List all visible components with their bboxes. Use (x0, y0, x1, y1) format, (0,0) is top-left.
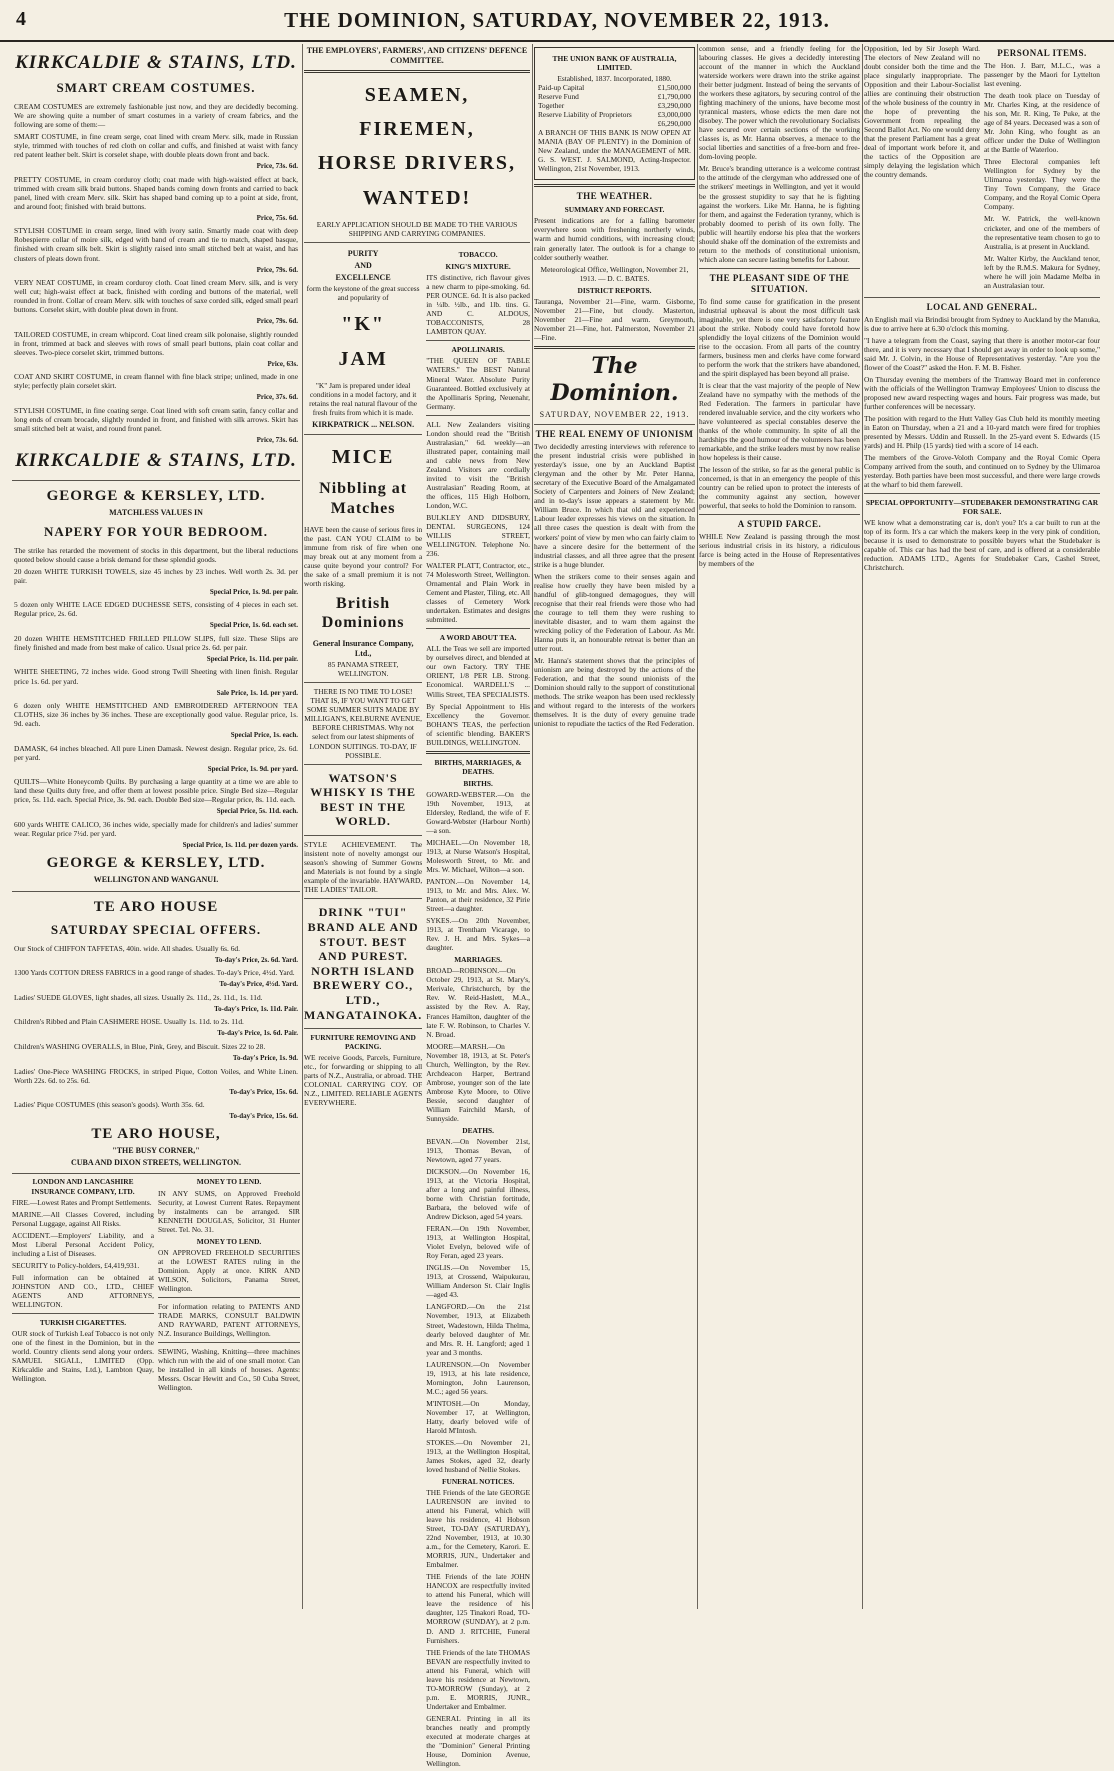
death-notice: M'INTOSH.—On Monday, November 17, at Wellington, Hatty, dearly beloved wife of Harold M'Intosh. (426, 1398, 530, 1435)
local-title: LOCAL AND GENERAL. (926, 301, 1038, 312)
personal-title: PERSONAL ITEMS. (997, 48, 1087, 58)
divider (12, 1313, 154, 1314)
te-aro-item: Ladies' SUEDE GLOVES, light shades, all sizes. Usually 2s. 11d., 2s. 11d., 1s. 11d. To-day's Price, 1s. 11d. Pair. (14, 992, 298, 1013)
local-para: An English mail via Brindisi brought from Sydney to Auckland by the Manuka, is due to arrive here at 6.30 o'clock this morning. (864, 314, 1100, 333)
editorial-para: Mr. Hanna's statement shows that the principles of unionism are being destroyed by the actions of the Federation, and that the sound unionists of the Dominion should rally to the support of constitutional methods. The strike weapon has been used recklessly and without regard to the interests of the workers themselves. It is the duty of every genuine trade unionist to repudiate the tactics of the Red Federation. (534, 655, 695, 729)
local-para: The members of the Grove-Voloth Company and the Royal Comic Opera Company arrived from the south, and continued on to Sydney by the Ulimaroa yesterday. Both parties have been most successful, and there were large crowds at the wharf to bid them farewell. (864, 453, 1100, 490)
te-aro-item: Our Stock of CHIFFON TAFFETAS, 40in. wide. All shades. Usually 6s. 6d. To-day's Price, 2s. 6d. Yard. (14, 943, 298, 964)
committee-title: THE EMPLOYERS', FARMERS', AND CITIZENS' DEFENCE COMMITTEE. (306, 46, 528, 65)
divider (426, 340, 530, 341)
special-text: WE know what a demonstrating car is, don't you? It's a car built to run at the top of its form. It's a car which the makers keep in the very pink of condition, because it is used to demonstrate to possible buyers what the Studebaker is capable of. This car has had the best of care, and is offered at a considerable reduction. ADAMS LTD., Agents for Studebaker Cars, Cashel Street, Christchurch. (864, 518, 1100, 573)
bank-row: Reserve Fund £1,790,000 (538, 92, 691, 102)
money-title: MONEY TO LEND. (196, 1177, 262, 1187)
local-para: On Thursday evening the members of the Tramway Board met in conference with the officials of the Wellington Tramway Employees' Union to discuss the proposed new award respecting wages and hours. Fair progress was made, but further conferences will be necessary. (864, 374, 1100, 411)
costume-item: STYLISH COSTUME in cream serge, lined with ivory satin. Smartly made coat with deep Robespierre collar of moire silk, edged with band of cream and tie to match, shaped basque, finished with cream silk belt. Skirt is slightly raised into small stitched belt at waist, and has clusters of pleats down front. Price, 79s. 6d. (14, 226, 298, 274)
divider (158, 1297, 300, 1298)
mice-heading: Nibbling at Matches (319, 480, 408, 517)
divider (426, 415, 530, 416)
george-kersley-advert (12, 481, 300, 892)
divider (304, 434, 422, 435)
te-aro-item: Ladies' Pique COSTUMES (this season's goods). Worth 35s. 6d. To-day's Price, 15s. 6d. (14, 1100, 298, 1121)
kirkcaldie-brand: KIRKCALDIE & STAINS, LTD. (15, 52, 297, 73)
costume-item: PRETTY COSTUME, in cream corduroy cloth; coat made with high-waisted effect at back, trimmed with cream silk braid buttons. Shaped bands coming down fronts and carried to back panel, lined with cream Merv. silk. Skirt has shaped band coming up to a point at side, front, and around foot; finished with braid buttons. Price, 75s. 6d. (14, 174, 298, 222)
appointment-advert: By Special Appointment to His Excellency the Governor. BOHAN'S TEAS, the perfection of scientific blending. BAKER'S BUILDINGS, WELLINGTON. (426, 701, 530, 747)
gk-list (14, 567, 298, 850)
funeral-notice: THE Friends of the late GEORGE LAURENSON are invited to attend his Funeral, which will leave his residence, 41 Hobson Street, TO-DAY (SATURDAY), 22nd November, 1913, at 10.30 a.m., for the Cemetery, Karori. E. MORRIS, JUN., Undertaker and Embalmer. (426, 1488, 530, 1570)
births-title: BIRTHS, MARRIAGES, & DEATHS. (434, 757, 522, 776)
money-adverts (158, 1174, 300, 1395)
funeral-notice: THE Friends of the late JOHN HANCOX are respectfully invited to attend his Funeral, which will leave the residence of his daughter, 125 Tinakori Road, TO-MORROW (SUNDAY), at 2 p.m. D. AND J. RITCHIE, Funeral Furnishers. (426, 1572, 530, 1645)
divider (864, 493, 1100, 494)
bank-title: THE UNION BANK OF AUSTRALIA, LIMITED. (552, 54, 677, 73)
gk-sub: MATCHLESS VALUES IN (109, 508, 203, 518)
divider (304, 70, 530, 73)
costume-item: SMART COSTUME, in fine cream serge, coat lined with cream Merv. silk, made in Russian style, trimmed with touches of red cloth on collar and cuffs, and finished at waist with fancy red patent leather belt. Skirt is corselet shape, with double pleats down front and back. Price, 73s. 6d. (14, 132, 298, 171)
jam-text: form the keystone of the great success and popularity of (306, 284, 420, 303)
jam-k: "K" (341, 313, 385, 336)
local-para: "I have a telegram from the Coast, saying that there is another motor-car four there, and it is very necessary that I should get away in order to look up some," said Mr. J. Colvin, in the House of Representatives yesterday. "Are you the flower of the Coast?" asked the Hon. F. M. B. Fisher. (864, 335, 1100, 372)
weather-sign: Meteorological Office, Wellington, November 21, 1913. — D. C. BATES. (540, 264, 689, 283)
money-text: IN ANY SUMS, on Approved Freehold Security, at Lowest Current Rates. Repayment by instalments can be arranged. SIR KENNETH DOUGLAS, Solicitor, 31 Hunter Street. Tel. No. 31. (158, 1188, 300, 1234)
personal-items (984, 44, 1100, 293)
personal-para: Mr. Walter Kirby, the Auckland tenor, left by the R.M.S. Makura for Sydney, where he will join Madame Melba in an Australasian tour. (984, 253, 1100, 290)
local-para: The position with regard to the Hutt Valley Gas Club held its monthly meeting in Eaton on Thursday, when a 21 and a 10-yard match were fired for trophies presented by Messrs. Uddin and Russell. In the 25-yard event S. Edwards (15 yards) and H. Philp (15 yards) tied with a score of 14 each. (864, 414, 1100, 451)
te-aro-item: Ladies' One-Piece WASHING FROCKS, in striped Pique, Cotton Voiles, and White Linen. Worth 22s. 6d. to 25s. 6d. To-day's Price, 15s. 6d. (14, 1066, 298, 1096)
birth-notice: GOWARD-WEBSTER.—On the 19th November, 1913, at Eldersley, Redland, the wife of F. Goward-Webster (Harbour North)—a son. (426, 789, 530, 835)
london-advert: ALL New Zealanders visiting London should read the "British Australasian," 6d. weekly—an illustrated paper, containing mail and cable news from New Zealand. Visitors are cordially invited to visit the "British Australasian" Reading Room, at the offices, 115 High Holborn, London, W.C. (426, 419, 530, 510)
gk-item: DAMASK, 64 inches bleached. All pure Linen Damask. Newest design. Regular price, 2s. 6d. per yard. Special Price, 1s. 9d. per yard. (14, 743, 298, 773)
divider (304, 242, 530, 243)
bank-row: Together £3,290,000 (538, 101, 691, 111)
costume-item: TAILORED COSTUME, in cream whipcord. Coat lined cream silk polonaise, slightly rounded in front, trimmed at back and sleeves with rows of small pearl buttons, plain coat collar and sleeves. Two-piece corselet skirt, trimmed buttons. Price, 63s. (14, 329, 298, 368)
divider (304, 1028, 422, 1029)
column-2 (304, 44, 530, 1768)
union-bank-advert (534, 47, 695, 180)
platt-advert: WALTER PLATT, Contractor, etc., 74 Molesworth Street, Wellington. Ornamental and Plain Work in Cement and Plaster, Tiling, etc. All classes of Cemetery Work undertaken. Estimates and designs submitted. (426, 561, 530, 625)
gk-item: QUILTS—White Honeycomb Quilts. By purchasing a large quantity at a time we are able to land these Quilts duty free, and offer them at lowest possible price. Single Bed size—Regular price, 5s. 11d. each. Special Price, 3s. 9d. each. Double Bed size—Regular price, 8s. 11d. each. Special Price, 5s. 11d. each. (14, 777, 298, 816)
kirkcaldie-brand-footer: KIRKCALDIE & STAINS, LTD. (15, 449, 297, 471)
death-notice: STOKES.—On November 21, 1913, at the Wellington Hospital, James Stokes, aged 32, dearly loved husband of Nellie Stokes. (426, 1437, 530, 1474)
gk-intro: The strike has retarded the movement of stocks in this department, but the liberal reductions quoted below should cause a brisk demand for these splendid goods. (14, 545, 298, 564)
farce-title: A STUPID FARCE. (737, 519, 822, 530)
divider (304, 682, 422, 683)
te-aro-list (14, 944, 298, 1121)
te-aro-tagline: "THE BUSY CORNER," (112, 1145, 200, 1155)
bank-text: A BRANCH OF THIS BANK IS NOW OPEN AT MANIA (BAY OF PLENTY) in the Dominion of New Zealand, under the MANAGEMENT of MR. G. S. WEST. J. SALMOND, Acting-Inspector. Wellington, 21st November, 1913. (538, 128, 691, 174)
editorial-title: THE REAL ENEMY OF UNIONISM (535, 429, 694, 440)
tea-text: ALL the Teas we sell are imported by ourselves direct, and blended at our own Factory. TRY THE ORIENT, 1/8 PER LB. Strong. Economical. WARDELL'S ... Willis Street, TEA SPECIALISTS. (426, 644, 530, 699)
death-notice: LANGFORD.—On the 21st November, 1913, at Elizabeth Street, Wadestown, Hilda Thelma, dearly beloved daughter of Mr. and Mrs. R. H. Langford; aged 1 year and 3 months. (426, 1302, 530, 1357)
furniture-text: WE receive Goods, Parcels, Furniture, etc., for forwarding or shipping to all parts of N.Z., Australia, or abroad. THE COLONIAL CARRYING COY. OF N.Z., LIMITED. RELIABLE AGENTS EVERYWHERE. (304, 1053, 423, 1108)
personal-para: The Hon. J. Barr, M.L.C., was a passenger by the Maori for Lyttelton last evening. (984, 60, 1100, 89)
death-notice: LAURENSON.—On November 19, 1913, at his late residence, Mornington, John Laurenson, M.C.; aged 56 years. (426, 1359, 530, 1396)
divider (534, 424, 695, 425)
milligans-advert: THERE IS NO TIME TO LOSE! THAT IS, IF YOU WANT TO GET SOME SUMMER SUITS MADE BY MILLIGAN'S, KELBURNE AVENUE, BEFORE CHRISTMAS. Why not select from our latest shipments of LONDON SUITINGS. TO-DAY, IF POSSIBLE. (304, 687, 423, 760)
bottom-adverts (12, 1174, 300, 1395)
insurance-advert: LONDON AND LANCASHIRE INSURANCE COMPANY, LTD. FIRE.—Lowest Rates and Prompt Settlements. MARINE.—All Classes Covered, including Personal Luggage, against All Risks. ACCIDENT.—Employers' Liability, and a Most Liberal Personal Accident Policy, including a List of Diseases. SECURITY to Policy-holders, £4,419,931. Full information can be obtained at JOHNSTON AND CO., LTD., CHIEF AGENTS AND ATTORNEYS, WELLINGTON. TURKISH CIGARETTES. OUR stock of Turkish Leaf Tobacco is not only one of the finest in the Dominion, but in the world. Country clients send along your orders. SAMUEL SIGALL, LIMITED (Opp. Kirkcaldie and Stains, Ltd.), Lambton Quay, Wellington. (12, 1177, 154, 1384)
masthead (0, 0, 1114, 42)
gk-item: 5 dozen only WHITE LACE EDGED DUCHESSE SETS, consisting of 4 pieces in each set. Regular price, 2s. 6d. Special Price, 1s. 6d. each set. (14, 600, 298, 630)
divider (304, 835, 422, 836)
furniture-title: FURNITURE REMOVING AND PACKING. (310, 1033, 416, 1052)
gk-item: 6 dozen only WHITE HEMSTITCHED AND EMBROIDERED AFTERNOON TEA CLOTHS, size 36 inches by 36 inches. These are exceptionally good value. Regular price, 1s. 9d. each. Special Price, 1s. each. (14, 701, 298, 740)
column-rule (862, 44, 863, 1609)
masthead-title: THE DOMINION, SATURDAY, NOVEMBER 22, 1913. (284, 8, 830, 32)
divider (426, 751, 530, 754)
funeral-notice: THE Friends of the late THOMAS BEVAN are respectfully invited to attend his Funeral, which will leave his residence at Newtown, TO-MORROW (Sunday), at 2 p.m. E. MORRIS, JUNR., Undertaker and Embalmer. (426, 1647, 530, 1711)
k-jam-advert: PURITY AND EXCELLENCE form the keystone of the great success and popularity of "K" JAM "K" Jam is prepared under ideal conditions in a model factory, and it retains the real natural flavour of the fresh fruits from which it is made. KIRKPATRICK ... NELSON. MICE Nibbling at Matches HAVE been the cause of serious fires in the past. CAN YOU CLAIM to be immune from risk of fire when one may break out at any moment from a cause quite beyond your control? For the sake of a small premium it is not worth risking. British Dominions General Insurance Company, Ltd., 85 PANAMA STREET, WELLINGTON. THERE IS NO TIME TO LOSE! THAT IS, IF YOU WANT TO GET SOME SUMMER SUITS MADE BY MILLIGAN'S, KELBURNE AVENUE, BEFORE CHRISTMAS. Why not select from our latest shipments of LONDON SUITINGS. TO-DAY, IF POSSIBLE. WATSON'S WHISKY IS THE BEST IN THE WORLD. STYLE ACHIEVEMENT. The insistent note of novelty amongst our season's showing of Summer Gowns and Materials is not found by a single example of the invariable. HAYWARD, THE LADIES' TAILOR. DRINK "TUI" BRAND ALE AND STOUT. BEST AND PUREST. NORTH ISLAND BREWERY CO., LTD., MANGATAINOKA. FURNITURE REMOVING AND PACKING. WE receive Goods, Parcels, Furniture, etc., for forwarding or shipping to all parts of N.Z., Australia, or abroad. THE COLONIAL CARRYING COY. OF N.Z., LIMITED. RELIABLE AGENTS EVERYWHERE. (304, 249, 423, 1108)
editorial-para: Two decidedly arresting interviews with reference to the present industrial crisis were published in yesterday's issue, one by an Auckland Baptist clergyman and the other by Mr. Peter Hanna, secretary of the Executive Board of the Amalgamated Society of Carpenters and Joiners of New Zealand; and in to-day's issue appears a statement by Mr. William Bruce. In which that old and experienced Labour leader expresses his views on the situation. In all three cases the question is dealt with from the workers' point of view by men who can fairly claim to have a sincere desire for the betterment of the industrial classes, and all three agree that the present strike is a huge blunder. (534, 442, 695, 569)
divider (426, 628, 530, 629)
cigarettes-text: OUR stock of Turkish Leaf Tobacco is not only one of the finest in the Dominion, but in the world. Country clients send along your orders. SAMUEL SIGALL, LIMITED (Opp. Kirkcaldie and Stains, Ltd.), Lambton Quay, Wellington. (12, 1328, 154, 1384)
column-1 (12, 44, 300, 1609)
wanted-note: EARLY APPLICATION SHOULD BE MADE TO THE VARIOUS SHIPPING AND CARRYING COMPANIES. (316, 220, 518, 239)
dominion-nameplate: The Dominion. (550, 352, 679, 406)
page-number: 4 (16, 8, 26, 30)
weather-sub: SUMMARY AND FORECAST. (564, 205, 665, 215)
column-rule (302, 44, 303, 1609)
column-rule (532, 44, 533, 1609)
marriage-notice: BROAD—ROBINSON.—On October 29, 1913, at St. Mary's, Merivale, Christchurch, by the Rev. W. Reid-Haslett, M.A., assisted by the Rev. A. Ray, Frances Hamilton, daughter of the late F. W. Robinson, to Charles V. N. Broad. (426, 966, 530, 1039)
gk-brand: GEORGE & KERSLEY, LTD. (46, 487, 266, 504)
death-notice: FERAN.—On 19th November, 1913, at Wellington Hospital, Violet Evelyn, beloved wife of Roy Feran, aged 23 years. (426, 1224, 530, 1261)
te-aro-address: CUBA AND DIXON STREETS, WELLINGTON. (71, 1157, 241, 1167)
death-notice: DICKSON.—On November 16, 1913, at the Victoria Hospital, after a long and painful illness, borne with Christian fortitude, Barbara, the beloved wife of Andrew Dickson, aged 54 years. (426, 1167, 530, 1222)
te-aro-item: Children's Ribbed and Plain CASHMERE HOSE. Usually 1s. 11d. to 2s. 11d. To-day's Price, 1s. 6d. Pair. (14, 1017, 298, 1038)
wanted-seamen: SEAMEN, (364, 83, 470, 106)
jam-body: "K" Jam is prepared under ideal conditions in a model factory, and it retains the real natural flavour of the fresh fruits from which it is made. (309, 381, 418, 418)
divider (699, 268, 860, 269)
money-title-2: MONEY TO LEND. (196, 1236, 262, 1246)
deaths-head: DEATHS. (462, 1125, 494, 1135)
weather-title: THE WEATHER. (576, 191, 653, 202)
patents-text: For information relating to PATENTS AND TRADE MARKS, CONSULT BALDWIN AND RAYWARD, PATENT ATTORNEYS, N.Z. Insurance Buildings, Wellington. (158, 1301, 300, 1338)
birth-notice: MICHAEL.—On November 18, 1913, at Nurse Watson's Hospital, Molesworth Street, to Mr. and Mrs. W. Michael, Wilton—a son. (426, 837, 530, 875)
mice-title: MICE (331, 446, 395, 469)
costume-item: VERY NEAT COSTUME, in cream corduroy cloth. Coat lined cream Merv. silk, and is very well cut; high-waist effect at back, finished with cording and buttons of the material, well rounded in front. Collar of cream Merv. silk with touches of saxe corded silk, edged small pearl buttons. Corselet skirt, with double pleat down in front. Price, 79s. 6d. (14, 278, 298, 326)
costumes-heading: SMART CREAM COSTUMES. (56, 80, 256, 96)
district-text: Tauranga, November 21—Fine, warm. Gisborne, November 21—Fine, but cloudy. Masterton, November 21—Fine and warm. Greymouth, November 21—Fine, hot. Palmerston, November 21—Fine. (534, 296, 695, 342)
dominion-date: SATURDAY, NOVEMBER 22, 1913. (539, 410, 690, 420)
column-rule (697, 44, 698, 1609)
te-aro-advert (12, 892, 300, 1175)
kirkcaldie-advert (12, 44, 300, 481)
money-text-2: ON APPROVED FREEHOLD SECURITIES at the LOWEST RATES ruling in the Dominion. Apply at once. KIRK AND WILSON, Solicitors, Panama Street, Wellington. (158, 1247, 300, 1293)
british-dominions-address: 85 PANAMA STREET, WELLINGTON. (327, 660, 399, 679)
farce-continued: Opposition, led by Sir Joseph Ward. The electors of New Zealand will no doubt consider both the time and the place singularly inappropriate. The Opposition and their Labour-Socialist allies are continuing their obstruction of the whole business of the country in the hope of preventing the Government from repealing the Second Ballot Act. No one would deny that the present Parliament has a great deal of important work before it, and the tactics of the Opposition are simply delaying the legislation which the country demands. (864, 44, 980, 180)
costume-list (14, 132, 298, 444)
funeral-notice: GENERAL Printing in all its branches neatly and promptly executed at moderate charges at the "Dominion" General Printing House, Dominion Avenue, Wellington. (426, 1713, 530, 1768)
divider (158, 1342, 300, 1343)
costume-item: COAT AND SKIRT COSTUME, in cream flannel with fine black stripe; unlined, made in one style; perfectly plain corselet skirt. Price, 37s. 6d. (14, 372, 298, 402)
watsons-advert: WATSON'S WHISKY IS THE BEST IN THE WORLD. (310, 770, 416, 829)
pleasant-para: It is clear that the vast majority of the people of New Zealand have no sympathy with the methods of the Red Federation. The farmers in particular have rendered invaluable service, and the city workers who have volunteered as special constables deserve the thanks of the whole community. In spite of all the hardships the good humour of the volunteers has been remarkable, and the strike leaders must by now realise how hopeless is their cause. (699, 380, 860, 463)
col2-small-adverts (426, 247, 530, 1771)
tobacco-text: ITS distinctive, rich flavour gives a new charm to pipe-smoking. 6d. PER OUNCE. 6d. It is also packed in ¼lb. ½lb., and 1lb. tins. G. AND C. ALDOUS, TOBACCONISTS, 28 LAMBTON QUAY. (426, 273, 530, 337)
tea-title: A WORD ABOUT TEA. (439, 633, 517, 643)
editorial-continued: common sense, and a friendly feeling for the labouring classes. He gives a decidedly interesting account of the manner in which the Auckland waterside workers were drawn into the strike against their better judgment. Instead of being the servants of the workers these agitators, by securing control of the fighting machinery of the unions, have become most tyrannical masters, whose edicts the men dare not disobey. The power which the revolutionary Socialists have secured over certain sections of the working classes is, as Mr. Hanna observes, a menace to the social liberties and sanctities of a free-born and free-dom-loving people. (699, 44, 860, 162)
birth-notice: SYKES.—On 20th November, 1913, at Trentham Vicarage, to Rev. J. H. and Mrs. Sykes—a daughter. (426, 916, 530, 953)
cigarettes-title: TURKISH CIGARETTES. (39, 1317, 127, 1327)
sewing-text: SEWING, Washing, Knitting—three machines which run with the aid of one small motor. Can be installed in all kinds of houses. Agents: Messrs. Oscar Hewitt and Co., 50 Cuba Street, Wellington. (158, 1346, 300, 1393)
editorial-para: When the strikers come to their senses again and realise how cruelly they have been misled by a handful of glib-tongued demagogues, they will recognise that their real friends were those who had the courage to tell them they were rushing to inevitable disaster, and to warn them against the wrecking policy of the Federation of Labour. As Mr. Hanna puts it, an honourable retreat is better than an utter rout. (534, 571, 695, 653)
te-aro-heading: SATURDAY SPECIAL OFFERS. (50, 921, 262, 937)
district-head: DISTRICT REPORTS. (577, 285, 652, 295)
gk-item: 600 yards WHITE CALICO, 36 inches wide, specially made for children's and ladies' summer wear. Regular price 7½d. per yard. Special Price, 1s. 11d. per dozen yards. (14, 819, 298, 849)
divider (864, 297, 1100, 298)
birth-notice: PANTON.—On November 14, 1913, to Mr. and Mrs. Alex. W. Panton, at their residence, 32 Pirie Street—a daughter. (426, 877, 530, 914)
personal-para: The death took place on Tuesday of Mr. Charles King, at the residence of his son, Mr. R. King, Te Puke, at the age of 84 years. Deceased was a son of Mr. John King, who fought as an officer under the Duke of Wellington at the Battle of Waterloo. (984, 91, 1100, 155)
column-3 (534, 44, 695, 1609)
farce-text: WHILE New Zealand is passing through the most serious industrial crisis in its history, a ridiculous farce is being acted in the House of Representatives by members of the (699, 532, 860, 569)
weather-text: Present indications are for a falling barometer everywhere soon with freshening northerly winds, warm and humid conditions, with increasing cloud; rain generally later. The outlook is for a change to colder southerly weather. (534, 216, 695, 262)
british-dominions-sub: General Insurance Company, Ltd., (312, 638, 414, 658)
divider (699, 514, 860, 515)
gk-heading: NAPERY FOR YOUR BEDROOM. (43, 523, 269, 539)
tobacco-name: KING'S MIXTURE. (445, 262, 511, 272)
divider (304, 898, 422, 899)
editorial-continued: Mr. Bruce's branding utterance is a welcome contrast to the attitude of the clergyman who addressed one of the strikers' meetings in Wellington, and yet it would be the grossest stupidity to say that he is fighting against the workers. Like Mr. Hanna, he is fighting for them, and against the Federation tyranny, which is probably doomed to perish of its own folly. The public will heartily endorse his plea that the workers should shake off the domination of the extremists and return to the methods of constitutional unionism, which alone can secure lasting benefits for Labour. (699, 164, 860, 264)
costume-item: STYLISH COSTUME, in fine coating serge. Coat lined with soft cream satin, fancy collar and long ends of cream brocade, slightly rounded in front, and finished with silk arrows. Skirt has small stitched belt at waist, and round front panel. Price, 73s. 6d. (14, 405, 298, 445)
apollinaris-text: "THE QUEEN OF TABLE WATERS." The BEST Natural Mineral Water. Absolute Purity Guaranteed. Bottled exclusively at the Apollinaris Spring, Neuenahr, Germany. (426, 356, 530, 411)
apollinaris-title: APOLLINARIS. (451, 345, 505, 355)
funeral-title: FUNERAL NOTICES. (441, 1477, 515, 1486)
col5-upper (864, 44, 1100, 293)
hayward-advert: STYLE ACHIEVEMENT. The insistent note of novelty amongst our season's showing of Summer Gowns and Materials is not found by a single example of the invariable. HAYWARD, THE LADIES' TAILOR. (304, 840, 423, 895)
divider (534, 184, 695, 187)
dentist-advert: BULKLEY AND DIDSBURY, DENTAL SURGEONS, 124 WILLIS STREET, WELLINGTON. Telephone No. 236. (426, 512, 530, 559)
bank-row: Paid-up Capital £1,500,000 (538, 83, 691, 93)
mice-text: HAVE been the cause of serious fires in the past. CAN YOU CLAIM to be immune from risk of fire when one may break out at any moment from a cause quite beyond your control? For the sake of a small premium it is not worth risking. (304, 524, 423, 588)
insurance-title: LONDON AND LANCASHIRE INSURANCE COMPANY, LTD. (31, 1177, 135, 1196)
col2-upper (304, 247, 530, 1771)
te-aro-item: Children's WASHING OVERALLS, in Blue, Pink, Grey, and Biscuit. Sizes 22 to 28. To-day's Price, 1s. 9d. (14, 1041, 298, 1062)
wanted-heading: WANTED! (362, 186, 472, 209)
special-title: SPECIAL OPPORTUNITY—STUDEBAKER DEMONSTRATING CAR FOR SALE. (865, 498, 1099, 517)
gk-item: 20 dozen WHITE TURKISH TOWELS, size 45 inches by 23 inches. Well worth 2s. 3d. per pair. Special Price, 1s. 9d. per pair. (14, 566, 298, 596)
bank-row: £6,290,000 (657, 119, 691, 129)
wanted-horse-drivers: HORSE DRIVERS, (317, 152, 517, 175)
pleasant-para: The lesson of the strike, so far as the general public is concerned, is that in an emergency the people of this country can be relied upon to protect the interests of the community against any section, however powerful, that seeks to hold the Dominion to ransom. (699, 465, 860, 511)
jam-word: JAM (338, 347, 388, 370)
column-5 (864, 44, 1100, 1609)
bank-established: Established, 1837. Incorporated, 1880. (557, 74, 672, 84)
death-notice: INGLIS.—On November 15, 1913, at Crossend, Waipukurau, William Anderson St. Clair Inglis—aged 43. (426, 1263, 530, 1300)
te-aro-item: 1300 Yards COTTON DRESS FABRICS in a good range of shades. To-day's Price, 4½d. Yard. To-day's Price, 4½d. Yard. (14, 968, 298, 989)
personal-para: Mr. W. Patrick, the well-known cricketer, and one of the members of the representative team chosen to go to Australia, is at present in Auckland. (984, 214, 1100, 251)
births-head: BIRTHS. (463, 778, 493, 788)
divider (304, 764, 422, 765)
personal-para: Three Electoral companies left Wellington for Sydney by the Ulimaroa yesterday. They were the Tiny Town Company, the Grace Company, and the Royal Comic Opera Company. (984, 157, 1100, 212)
gk-item: WHITE SHEETING, 72 inches wide. Good strong Twill Sheeting with linen finish. Regular price 1s. 6d. per yard. Sale Price, 1s. 1d. per yard. (14, 667, 298, 697)
british-dominions-title: British Dominions (321, 594, 405, 632)
marriage-notice: MOORE—MARSH.—On November 18, 1913, at St. Peter's Church, Wellington, by the Rev. Archdeacon Harper, Bertrand Ambrose, younger son of the late Ambrose Kyte Moore, to Olive Bessie, second daughter of William Fairchild Marsh, of Sunnyside. (426, 1041, 530, 1123)
divider (534, 346, 695, 349)
pleasant-para: To find some cause for gratification in the present industrial upheaval is about the most difficult task imaginable, yet there is one very satisfactory feature about the strike. Nobody could have foretold how splendidly the loyal citizens of the Dominion would rise to the occasion. From all parts of the country farmers, business men and clerks have come forward to perform the work that the strikers have abandoned, and the spirit displayed has been beyond all praise. (699, 296, 860, 378)
bank-row: Reserve Liability of Proprietors £3,000,000 (538, 110, 691, 120)
gk-item: 20 dozen WHITE HEMSTITCHED FRILLED PILLOW SLIPS, full size. These Slips are finely finished and made from best make of calico. Usual price 2s. 6d. per pair. Special Price, 1s. 11d. per pair. (14, 633, 298, 663)
costumes-intro: CREAM COSTUMES are extremely fashionable just now, and they are decidedly becoming. We are showing quite a number of smart costumes in a variety of cream fabrics, and the following are some of them:— (14, 102, 298, 130)
tui-advert: DRINK "TUI" BRAND ALE AND STOUT. BEST AND PUREST. NORTH ISLAND BREWERY CO., LTD., MANGATAINOKA. (304, 905, 423, 1022)
te-aro-brand: TE ARO HOUSE (93, 898, 219, 915)
column-4 (699, 44, 860, 1609)
wanted-firemen: FIREMEN, (359, 117, 475, 140)
te-aro-brand-footer: TE ARO HOUSE, (91, 1125, 221, 1142)
pleasant-title: THE PLEASANT SIDE OF THE SITUATION. (709, 272, 850, 294)
marriages-head: MARRIAGES. (454, 955, 503, 965)
gk-location: WELLINGTON AND WANGANUI. (93, 874, 219, 884)
death-notice: BEVAN.—On November 21st, 1913, Thomas Bevan, of Newtown, aged 77 years. (426, 1136, 530, 1164)
jam-maker: KIRKPATRICK ... NELSON. (312, 420, 415, 430)
tobacco-title: TOBACCO. (458, 250, 498, 260)
gk-brand-footer: GEORGE & KERSLEY, LTD. (46, 854, 266, 871)
